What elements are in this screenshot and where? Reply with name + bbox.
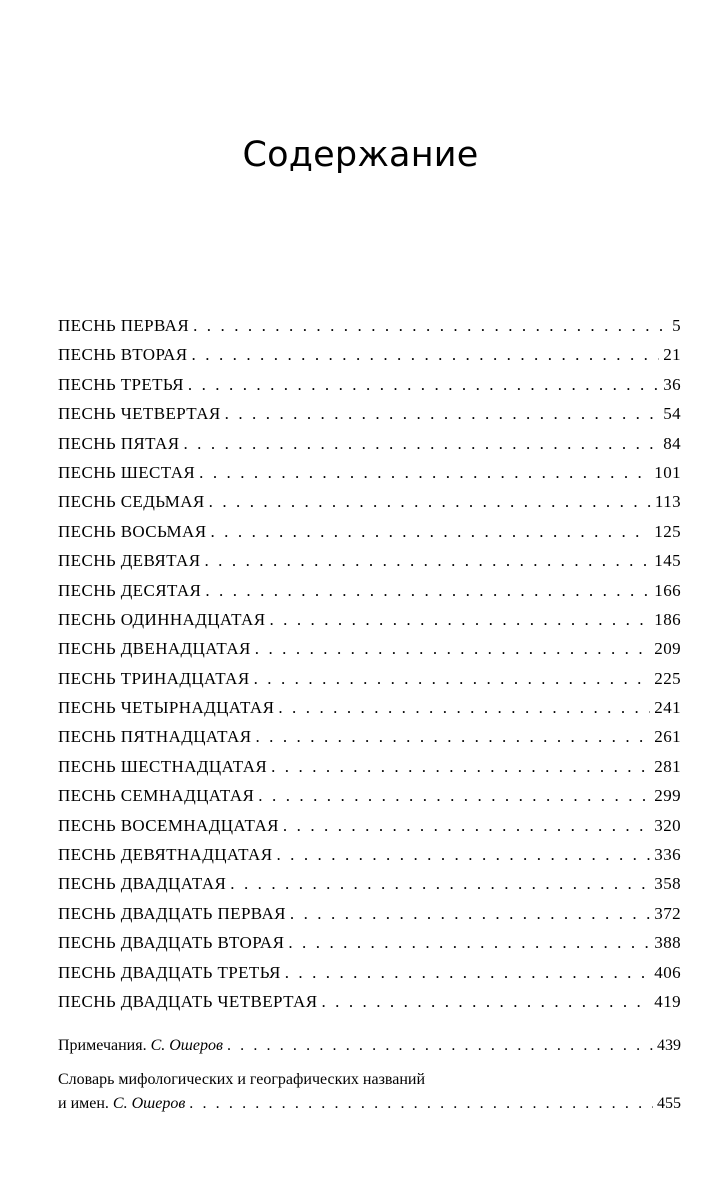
toc-entry[interactable] — [58, 576, 681, 605]
page-title: Содержание — [242, 135, 479, 176]
toc-entry[interactable] — [58, 899, 681, 928]
dot-leader — [254, 664, 651, 693]
dot-leader — [204, 546, 650, 575]
toc-entry-title: ПЕСНЬ ТРЕТЬЯ — [58, 374, 184, 394]
dot-leader — [210, 517, 650, 546]
toc-entry-title: ПЕСНЬ ШЕСТНАДЦАТАЯ — [58, 756, 268, 776]
toc-entry[interactable] — [58, 517, 681, 546]
dot-leader — [189, 1092, 653, 1116]
appendix-dictionary-label — [58, 1092, 185, 1116]
toc-entry-title: ПЕСНЬ ПЯТАЯ — [58, 433, 180, 453]
toc-entry[interactable] — [58, 987, 681, 1016]
toc-entry-page: 54 — [663, 404, 681, 424]
toc-entry[interactable] — [58, 840, 681, 869]
toc-entry-title: ПЕСНЬ ДВАДЦАТЬ ТРЕТЬЯ — [58, 962, 281, 982]
toc-entry[interactable] — [58, 605, 681, 634]
toc-entry-title: ПЕСНЬ ПЯТНАДЦАТАЯ — [58, 727, 252, 747]
dot-leader — [255, 722, 650, 751]
toc-entry-page: 186 — [654, 609, 681, 629]
toc-entry-title: ПЕСНЬ ДЕВЯТАЯ — [58, 551, 201, 571]
toc-entry[interactable] — [58, 958, 681, 987]
toc-entry-title: ПЕСНЬ СЕМНАДЦАТАЯ — [58, 786, 255, 806]
toc-entry-page: 419 — [654, 991, 681, 1011]
toc-entry[interactable] — [58, 634, 681, 663]
toc-entry-page: 209 — [654, 639, 681, 659]
toc-entry-title: ПЕСНЬ СЕДЬМАЯ — [58, 492, 205, 512]
dot-leader — [278, 693, 650, 722]
toc-entry-title: ПЕСНЬ ЧЕТЫРНАДЦАТАЯ — [58, 698, 275, 718]
toc-entry[interactable] — [58, 370, 681, 399]
toc-entry[interactable] — [58, 811, 681, 840]
appendix-notes-page: 439 — [657, 1037, 681, 1054]
toc-entry[interactable] — [58, 722, 681, 751]
toc-entry[interactable] — [58, 487, 681, 516]
toc-entry-title: ПЕСНЬ ОДИННАДЦАТАЯ — [58, 609, 266, 629]
toc-entry-title: ПЕСНЬ ПЕРВАЯ — [58, 316, 190, 335]
dot-leader — [227, 1034, 653, 1058]
toc-entry-page: 101 — [654, 462, 681, 482]
toc-entry-page: 84 — [663, 433, 681, 453]
dot-leader — [255, 634, 651, 663]
dot-leader — [209, 487, 651, 516]
toc-entry[interactable] — [58, 340, 681, 369]
toc-entry-page: 281 — [654, 756, 681, 776]
toc-entry[interactable] — [58, 752, 681, 781]
dot-leader — [276, 840, 650, 869]
dot-leader — [283, 811, 650, 840]
dot-leader — [193, 311, 668, 340]
dot-leader — [271, 752, 650, 781]
toc-entry[interactable] — [58, 399, 681, 428]
toc-entry-page: 241 — [654, 698, 681, 718]
toc-entry-title: ПЕСНЬ ТРИНАДЦАТАЯ — [58, 668, 250, 688]
dot-leader — [258, 781, 650, 810]
toc-entry-page: 36 — [663, 374, 681, 394]
toc-entry-page: 21 — [663, 345, 681, 365]
dot-leader — [269, 605, 650, 634]
toc-entry-title: ПЕСНЬ ВТОРАЯ — [58, 345, 188, 365]
toc-entry[interactable] — [58, 546, 681, 575]
appendix-dictionary-title-line2: и имен. — [58, 1095, 109, 1112]
appendix-notes-author: С. Ошеров — [150, 1037, 223, 1054]
toc-entry-page: 113 — [654, 492, 681, 512]
dot-leader — [225, 399, 660, 428]
toc-entry[interactable] — [58, 458, 681, 487]
toc-entry-page: 225 — [654, 668, 681, 688]
toc-entry-title: ПЕСНЬ ВОСЬМАЯ — [58, 521, 207, 541]
appendix-notes-title: Примечания. — [58, 1037, 147, 1054]
toc-entry-page: 358 — [654, 874, 681, 894]
dot-leader — [199, 458, 650, 487]
toc-entry-page: 261 — [654, 727, 681, 747]
toc-entry-title: ПЕСНЬ ЧЕТВЕРТАЯ — [58, 404, 221, 424]
dot-leader — [285, 958, 651, 987]
dot-leader — [290, 899, 650, 928]
dot-leader — [188, 370, 659, 399]
appendix-dictionary-title-line1: Словарь мифологических и географических названий — [58, 1071, 426, 1088]
toc-entry-title: ПЕСНЬ ДВАДЦАТЬ ПЕРВАЯ — [58, 903, 286, 923]
dot-leader — [321, 987, 650, 1016]
toc-entry-page: 145 — [654, 551, 681, 571]
toc-entry-title: ПЕСНЬ ДВЕНАДЦАТАЯ — [58, 639, 251, 659]
toc-entry[interactable] — [58, 928, 681, 957]
toc-entry-title: ПЕСНЬ ДВАДЦАТЬ ВТОРАЯ — [58, 933, 285, 953]
toc-entry-title: ПЕСНЬ ДЕСЯТАЯ — [58, 580, 202, 600]
dot-leader — [192, 340, 660, 369]
dot-leader — [230, 869, 650, 898]
toc-entry-page: 166 — [654, 580, 681, 600]
appendix-dictionary-entry[interactable] — [58, 1068, 681, 1116]
toc-entry-page: 125 — [654, 521, 681, 541]
toc-entry-title: ПЕСНЬ ДЕВЯТНАДЦАТАЯ — [58, 845, 273, 865]
toc-entry-page: 336 — [654, 845, 681, 865]
toc-entry-page: 299 — [654, 786, 681, 806]
appendix-notes-label — [58, 1034, 223, 1058]
dot-leader — [288, 928, 650, 957]
toc-entry-title: ПЕСНЬ ДВАДЦАТЬ ЧЕТВЕРТАЯ — [58, 991, 318, 1011]
toc-entry-page: 388 — [654, 933, 681, 953]
toc-entry-page: 372 — [654, 903, 681, 923]
toc-entry-page: 5 — [672, 316, 681, 335]
toc-entry-title: ПЕСНЬ ВОСЕМНАДЦАТАЯ — [58, 815, 279, 835]
toc-list — [58, 311, 681, 1016]
appendix-notes-entry[interactable] — [58, 1034, 681, 1058]
toc-entry[interactable] — [58, 869, 681, 898]
appendix-dictionary-author: С. Ошеров — [112, 1095, 186, 1112]
dot-leader — [205, 576, 650, 605]
dot-leader — [183, 429, 659, 458]
toc-entry[interactable] — [58, 693, 681, 722]
toc-entry[interactable] — [58, 311, 681, 340]
toc-entry-page: 320 — [654, 815, 681, 835]
toc-entry[interactable] — [58, 429, 681, 458]
toc-entry-title: ПЕСНЬ ШЕСТАЯ — [58, 462, 196, 482]
toc-entry-page: 406 — [654, 962, 681, 982]
toc-entry-title: ПЕСНЬ ДВАДЦАТАЯ — [58, 874, 227, 894]
appendix-dictionary-page: 455 — [657, 1095, 681, 1112]
toc-entry[interactable] — [58, 781, 681, 810]
toc-entry[interactable] — [58, 664, 681, 693]
